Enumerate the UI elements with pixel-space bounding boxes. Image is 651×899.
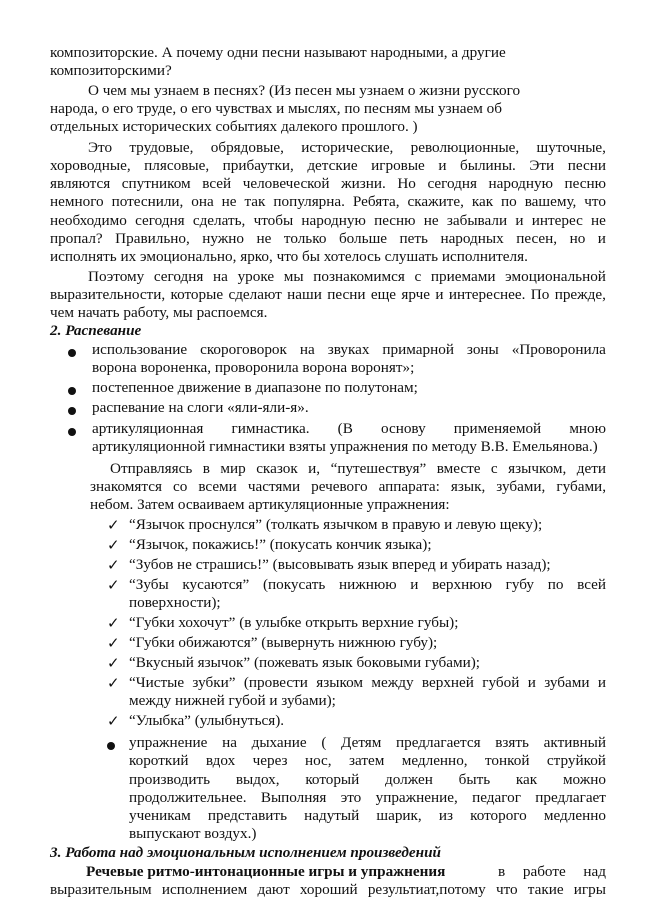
word: примарной — [382, 341, 454, 358]
word: из — [438, 807, 453, 824]
check-mark-icon: ✓ — [107, 556, 120, 574]
word: забывали — [446, 212, 508, 229]
text-line — [50, 193, 606, 211]
word: хороший — [299, 881, 358, 898]
word: на — [222, 734, 237, 751]
word: сказок — [256, 460, 298, 477]
word: прежде, — [554, 286, 606, 303]
word: игровые — [371, 157, 425, 174]
word: с — [490, 460, 498, 477]
exercise-item: “Губки обижаются” (вывернуть нижнюю губу); — [129, 634, 438, 651]
word: как — [515, 771, 538, 788]
list-item — [129, 734, 606, 752]
word: верхнюю — [432, 576, 492, 593]
bold-lead: Речевые ритмо-интонационные игры и упражнения — [86, 863, 446, 880]
word: больше — [338, 230, 387, 247]
word: Эти — [529, 157, 555, 174]
word: что — [584, 193, 606, 210]
check-mark-icon: ✓ — [107, 634, 120, 652]
word: на — [299, 341, 315, 358]
word: спутником — [121, 175, 191, 192]
word: обрядовые, — [210, 139, 284, 156]
exercise-item: “Зубов не страшись!” (высовывать язык вперед и убирать назад); — [129, 556, 551, 573]
justified-line — [129, 789, 606, 807]
word: представить — [207, 807, 287, 824]
word: приемами — [430, 268, 496, 285]
word: всей — [202, 175, 232, 192]
justified-line — [50, 881, 606, 899]
check-mark-icon: ✓ — [107, 516, 120, 534]
word: быть — [458, 771, 491, 788]
word: (провести — [243, 674, 308, 691]
word: использование — [92, 341, 188, 358]
text-line — [50, 157, 606, 175]
word: не — [256, 230, 272, 247]
word: интереснее. — [448, 286, 526, 303]
word: хороводные, — [50, 157, 131, 174]
justified-line — [129, 752, 606, 770]
word: потеснили, — [111, 193, 184, 210]
word: скажите, — [407, 193, 464, 210]
word: выразительности, — [50, 286, 166, 303]
text-line — [50, 230, 606, 248]
word: (покусать — [262, 576, 326, 593]
bullet-icon — [68, 387, 76, 395]
word: дети — [576, 460, 606, 477]
word: в — [498, 863, 506, 880]
word: который — [305, 771, 360, 788]
word: надутый — [304, 807, 360, 824]
word: должен — [385, 771, 433, 788]
word: языком — [316, 674, 364, 691]
word: в — [202, 460, 210, 477]
text-line: О чем мы узнаем в песнях? (Из песен мы узнаем о жизни русского — [88, 82, 521, 99]
justified-line — [129, 771, 606, 789]
word: жизни. — [341, 175, 386, 192]
word: всеми — [198, 478, 237, 495]
word: скороговорок — [200, 341, 287, 358]
text-line: композиторскими? — [50, 62, 172, 79]
bullet-icon — [68, 407, 76, 415]
word: популярна. — [273, 193, 345, 210]
justified-line — [129, 734, 606, 752]
word: но — [569, 230, 586, 247]
exercise-item-continuation: поверхности); — [129, 594, 221, 611]
word: как — [471, 193, 494, 210]
text-line: чем начать работу, мы распоемся. — [50, 304, 268, 321]
text-line — [90, 478, 606, 496]
justified-line — [90, 478, 606, 496]
word: (В — [337, 420, 353, 437]
word: трудовые, — [129, 139, 194, 156]
justified-line — [92, 341, 606, 359]
word: прибаутки, — [222, 157, 294, 174]
text-line: композиторские. А почему одни песни называют народными, а другие — [50, 44, 506, 61]
word: народных — [440, 230, 504, 247]
word: губами, — [556, 478, 606, 495]
check-mark-icon: ✓ — [107, 712, 120, 730]
word: народную — [301, 212, 366, 229]
check-mark-icon: ✓ — [107, 536, 120, 554]
word: дают — [257, 881, 290, 898]
word: еще — [370, 286, 397, 303]
word: дыхание — [251, 734, 307, 751]
word: упражнение — [129, 734, 208, 751]
word: знакомятся — [90, 478, 162, 495]
word: тонкой — [485, 752, 530, 769]
word: сделают — [228, 286, 282, 303]
bullet-icon — [68, 349, 76, 357]
word: Правильно, — [115, 230, 190, 247]
text-line: исполнять их эмоционально, ярко, что бы хотелось слушать исполнителя. — [50, 248, 528, 265]
word: песню — [374, 212, 416, 229]
word: исполнением — [161, 881, 248, 898]
word: и — [435, 286, 444, 303]
word: губу — [505, 576, 534, 593]
word: плясовые, — [144, 157, 210, 174]
text-line — [86, 863, 606, 881]
word: сегодня — [153, 268, 204, 285]
list-item-continuation — [129, 752, 606, 770]
word: и — [438, 157, 447, 174]
section-heading: 3. Работа над эмоциональным исполнением произведений — [50, 844, 441, 861]
word: человеческой — [242, 175, 330, 192]
word: со — [172, 478, 188, 495]
word: язык, — [450, 478, 486, 495]
text-line — [50, 881, 606, 899]
word: ( — [321, 734, 327, 751]
bullet-icon — [107, 742, 115, 750]
word: мы — [283, 268, 304, 285]
word: исторические, — [301, 139, 394, 156]
justified-line — [92, 420, 606, 438]
text-line: небом. Затем осваиваем артикуляционные упражнения: — [90, 496, 450, 513]
check-mark-icon: ✓ — [107, 674, 120, 692]
word: Выполняя — [260, 789, 327, 806]
word: Ребята, — [352, 193, 400, 210]
word: вдох — [205, 752, 236, 769]
word: народную — [488, 175, 553, 192]
word: шарик, — [376, 807, 422, 824]
justified-line — [86, 863, 606, 881]
word: речевого — [311, 478, 368, 495]
justified-line — [88, 268, 606, 286]
list-item-continuation — [129, 789, 606, 807]
bullet-icon — [68, 428, 76, 436]
word: песню — [564, 175, 606, 192]
exercise-item: “Язычок проснулся” (толкать язычком в правую и левую щеку); — [129, 516, 543, 533]
word: можно — [562, 771, 606, 788]
word: и — [410, 576, 419, 593]
word: такие — [527, 881, 564, 898]
word: Это — [88, 139, 113, 156]
justified-line — [88, 139, 606, 157]
word: интерес — [531, 212, 583, 229]
word: выразительным — [50, 881, 152, 898]
word: взять — [495, 734, 529, 751]
word: которые — [170, 286, 224, 303]
word: «Проворонила — [511, 341, 606, 358]
exercise-item-continuation: между нижней губой и зубами); — [129, 692, 336, 709]
word: с — [414, 268, 422, 285]
list-item-continuation — [129, 807, 606, 825]
word: и — [515, 212, 524, 229]
word: ученикам — [129, 807, 191, 824]
word: сегодня — [135, 212, 185, 229]
word: Отправляясь — [110, 460, 193, 477]
text-line — [50, 286, 606, 304]
word: предлагает — [535, 789, 606, 806]
word: сегодня — [427, 175, 477, 192]
word: между — [371, 674, 414, 691]
word: это — [340, 789, 362, 806]
word: не — [591, 212, 606, 229]
word: через — [252, 752, 288, 769]
exercise-item: “Губки хохочут” (в улыбке открыть верхние губы); — [129, 614, 459, 631]
word: выдох, — [235, 771, 280, 788]
word: вашему, — [524, 193, 577, 210]
justified-line — [50, 212, 606, 230]
word: звуках — [327, 341, 370, 358]
check-mark-icon: ✓ — [107, 654, 120, 672]
list-item-continuation: артикуляционной гимнастики взяты упражнения по методу В.В. Емельянова.) — [92, 438, 598, 455]
list-item-continuation — [129, 771, 606, 789]
text-line: отдельных исторических событиях далекого прошлого. ) — [50, 118, 418, 135]
word: зубами, — [496, 478, 546, 495]
word: и, — [308, 460, 321, 477]
word: упражнение, — [375, 789, 458, 806]
word: применяемой — [453, 420, 542, 437]
word: По — [530, 286, 550, 303]
word: ярче — [401, 286, 430, 303]
text-line — [50, 175, 606, 193]
justified-line — [50, 286, 606, 304]
section-heading: 2. Распевание — [50, 322, 142, 339]
word: нужно — [202, 230, 245, 247]
word: нижнюю — [339, 576, 397, 593]
word: и — [527, 674, 536, 691]
word: гимнастика. — [231, 420, 310, 437]
text-line — [110, 460, 606, 478]
word: медленно — [543, 807, 606, 824]
word: “путешествуя” — [330, 460, 427, 477]
list-item-continuation: выпускают воздух.) — [129, 825, 257, 842]
word: результиат,потому — [367, 881, 486, 898]
word: чтобы — [253, 212, 294, 229]
word: не — [423, 212, 439, 229]
word: частями — [247, 478, 301, 495]
word: продолжительнее. — [129, 789, 247, 806]
word: необходимо — [50, 212, 127, 229]
exercise-item: “Вкусный язычок” (пожевать язык боковыми губами); — [129, 654, 480, 671]
word: она — [191, 193, 214, 210]
word: язычком, — [508, 460, 567, 477]
word: являются — [50, 175, 111, 192]
check-mark-icon: ✓ — [107, 614, 120, 632]
word: всей — [577, 576, 606, 593]
word: медленно, — [401, 752, 468, 769]
word: затем — [348, 752, 385, 769]
word: короткий — [129, 752, 189, 769]
word: и — [597, 230, 606, 247]
word: эмоциональной — [505, 268, 606, 285]
word: петь — [399, 230, 428, 247]
exercise-item — [129, 674, 606, 692]
justified-line — [50, 157, 606, 175]
word: что — [495, 881, 518, 898]
word: немного — [50, 193, 104, 210]
word: сделать, — [192, 212, 246, 229]
word: педагог — [472, 789, 521, 806]
word: песен, — [516, 230, 558, 247]
word: революционные, — [410, 139, 520, 156]
word: артикуляционная — [92, 420, 204, 437]
text-line — [88, 268, 606, 286]
word: не — [221, 193, 237, 210]
word: детские — [307, 157, 358, 174]
word: песни — [567, 157, 606, 174]
word: Но — [397, 175, 416, 192]
word: наши — [287, 286, 322, 303]
word: зубами — [544, 674, 590, 691]
list-item — [92, 341, 606, 359]
list-item: распевание на слоги «яли-яли-я». — [92, 399, 309, 416]
text-line: народа, о его труде, о его чувствах и мыслях, по песням мы узнаем об — [50, 100, 502, 117]
word: “Зубы — [129, 576, 169, 593]
word: нос, — [304, 752, 332, 769]
word: предлагается — [396, 734, 481, 751]
justified-line — [129, 576, 606, 594]
word: над — [583, 863, 606, 880]
word: только — [283, 230, 327, 247]
word: познакомимся — [313, 268, 405, 285]
word: уроке — [237, 268, 275, 285]
text-line — [50, 212, 606, 230]
word: производить — [129, 771, 211, 788]
word: по — [547, 576, 564, 593]
exercise-item: “Язычок, покажись!” (покусать кончик языка); — [129, 536, 432, 553]
check-mark-icon: ✓ — [107, 576, 120, 594]
word: зоны — [466, 341, 499, 358]
lead-rest — [498, 863, 606, 881]
justified-line — [50, 175, 606, 193]
list-item-continuation: ворона вороненка, проворонила ворона воронят»; — [92, 359, 415, 376]
word: мир — [220, 460, 246, 477]
justified-line — [50, 230, 606, 248]
word: губой — [482, 674, 520, 691]
exercise-item: “Улыбка” (улыбнуться). — [129, 712, 285, 729]
word: пропал? — [50, 230, 103, 247]
word: которого — [470, 807, 527, 824]
text-line — [88, 139, 606, 157]
word: так — [244, 193, 266, 210]
word: шуточные, — [536, 139, 606, 156]
word: струйкой — [546, 752, 606, 769]
word: верхней — [421, 674, 474, 691]
word: песни — [327, 286, 366, 303]
justified-line — [110, 460, 606, 478]
list-item — [92, 420, 606, 438]
word: активный — [543, 734, 606, 751]
word: и — [597, 674, 606, 691]
word: Поэтому — [88, 268, 145, 285]
justified-line — [50, 193, 606, 211]
justified-line — [129, 807, 606, 825]
word: мною — [569, 420, 606, 437]
word: аппарата: — [378, 478, 440, 495]
word: зубки” — [192, 674, 236, 691]
word: работе — [522, 863, 566, 880]
word: основу — [380, 420, 426, 437]
word: Детям — [341, 734, 382, 751]
word: кусаются” — [182, 576, 250, 593]
word: игры — [573, 881, 606, 898]
word: на — [213, 268, 228, 285]
word: былины. — [460, 157, 516, 174]
justified-line — [129, 674, 606, 692]
exercise-item — [129, 576, 606, 594]
word: вместе — [436, 460, 481, 477]
word: по — [501, 193, 517, 210]
list-item: постепенное движение в диапазоне по полутонам; — [92, 379, 418, 396]
word: “Чистые — [129, 674, 185, 691]
